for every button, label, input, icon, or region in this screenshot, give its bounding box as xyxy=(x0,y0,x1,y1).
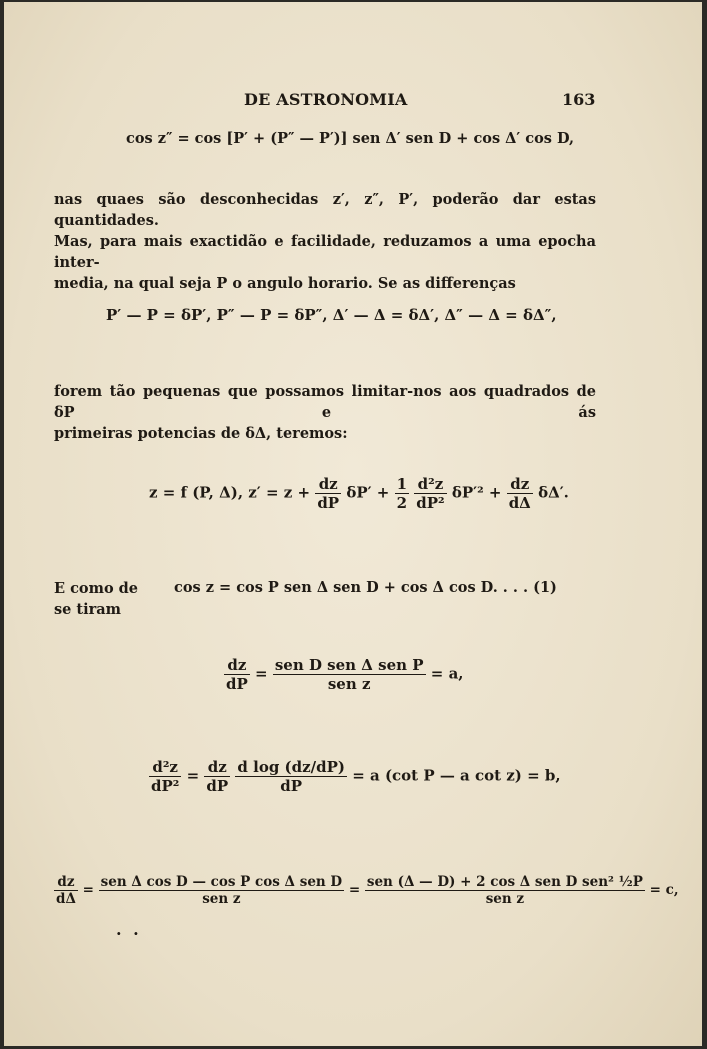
equation-cos-z-double-prime: cos z″ = cos [P′ + (P″ — P′)] sen Δ′ sen D + cos Δ′ cos D, xyxy=(126,130,575,147)
numerator: dz xyxy=(54,874,78,891)
paragraph-unknowns xyxy=(54,189,596,294)
denominator: dP xyxy=(317,494,340,512)
denominator: dP xyxy=(226,675,248,693)
text-line: nas quaes são desconhecidas z′, z″, P′, poderão dar estas quantidades. xyxy=(54,191,596,229)
fraction-dz-dp xyxy=(315,475,341,512)
equation-cos-z-1: cos z = cos P sen Δ sen D + cos Δ cos D. . . . (1) xyxy=(174,579,557,596)
term-tail: = a, xyxy=(430,664,464,683)
term-tail: δP′² + xyxy=(451,483,502,502)
text-line: Mas, para mais exactidão e facilidade, reduzamos a uma epocha inter- xyxy=(54,233,596,271)
fraction-c-first xyxy=(99,874,345,907)
footer-dots: · · xyxy=(116,924,142,943)
denominator: dP² xyxy=(151,777,180,795)
text-line: forem tão pequenas que possamos limitar-nos aos quadrados de δP e ás xyxy=(54,383,596,421)
denominator: sen z xyxy=(485,891,525,907)
numerator: dz xyxy=(204,758,230,777)
page-number: 163 xyxy=(562,90,596,109)
running-head xyxy=(4,90,702,112)
text-line: se tiram xyxy=(54,601,122,618)
numerator: sen (Δ — D) + 2 cos Δ sen D sen² ½P xyxy=(366,874,643,890)
denominator: dP xyxy=(280,777,303,795)
equation-a xyxy=(224,656,464,693)
denominator: dP xyxy=(206,777,229,795)
denominator: dΔ xyxy=(56,891,76,907)
numerator: dz xyxy=(315,475,341,494)
numerator: d log (dz/dP) xyxy=(237,758,345,776)
text-line: E como de xyxy=(54,580,139,597)
equals-sign: = xyxy=(255,664,268,683)
taylor-lhs: z = f (P, Δ), z′ = z + xyxy=(149,483,311,502)
fraction-d2z-dp2 xyxy=(149,758,181,795)
equals-sign: = xyxy=(348,882,361,898)
book-page xyxy=(4,2,702,1046)
term-tail: δΔ′. xyxy=(538,483,569,502)
numerator: dz xyxy=(224,656,250,675)
fraction-dz-ddelta xyxy=(507,475,533,512)
numerator: d²z xyxy=(414,475,446,494)
bleed-through-text xyxy=(94,542,99,560)
fraction-dz-dp xyxy=(224,656,250,693)
numerator: sen D sen Δ sen P xyxy=(274,656,424,674)
text-line: media, na qual seja P o angulo horario. Se as differenças xyxy=(54,275,516,292)
numerator: 1 xyxy=(396,475,408,493)
equals-sign: = xyxy=(82,882,94,898)
numerator: d²z xyxy=(149,758,181,777)
denominator: dP² xyxy=(416,494,445,512)
denominator: sen z xyxy=(202,891,241,907)
term-tail: = a (cot P — a cot z) = b, xyxy=(352,766,561,785)
equation-differences: P′ — P = δP′, P″ — P = δP″, Δ′ — Δ = δΔ′, Δ″ — Δ = δΔ″, xyxy=(106,306,557,324)
fraction-d2z-dp2 xyxy=(414,475,446,512)
term-tail: = c, xyxy=(649,882,679,898)
fraction-one-half xyxy=(395,475,409,512)
fraction-c-second xyxy=(365,874,645,907)
equation-b xyxy=(149,758,561,795)
running-title: DE ASTRONOMIA xyxy=(244,90,408,109)
equation-taylor-expansion xyxy=(149,475,569,512)
denominator: 2 xyxy=(396,494,408,512)
fraction-dz-dp xyxy=(204,758,230,795)
fraction-dz-ddelta xyxy=(54,874,78,907)
text-line: primeiras potencias de δΔ, teremos: xyxy=(54,425,348,442)
equals-sign: = xyxy=(186,766,200,785)
denominator: dΔ xyxy=(508,494,531,512)
term-tail: δP′ + xyxy=(346,483,390,502)
fraction-dlog xyxy=(235,758,347,795)
numerator: sen Δ cos D — cos P cos Δ sen D xyxy=(100,874,343,890)
lead-text xyxy=(54,578,138,620)
denominator: sen z xyxy=(327,675,371,693)
equation-c xyxy=(54,874,679,907)
fraction-a-value xyxy=(273,656,426,693)
numerator: dz xyxy=(507,475,533,494)
paragraph-small-differences xyxy=(54,381,596,444)
